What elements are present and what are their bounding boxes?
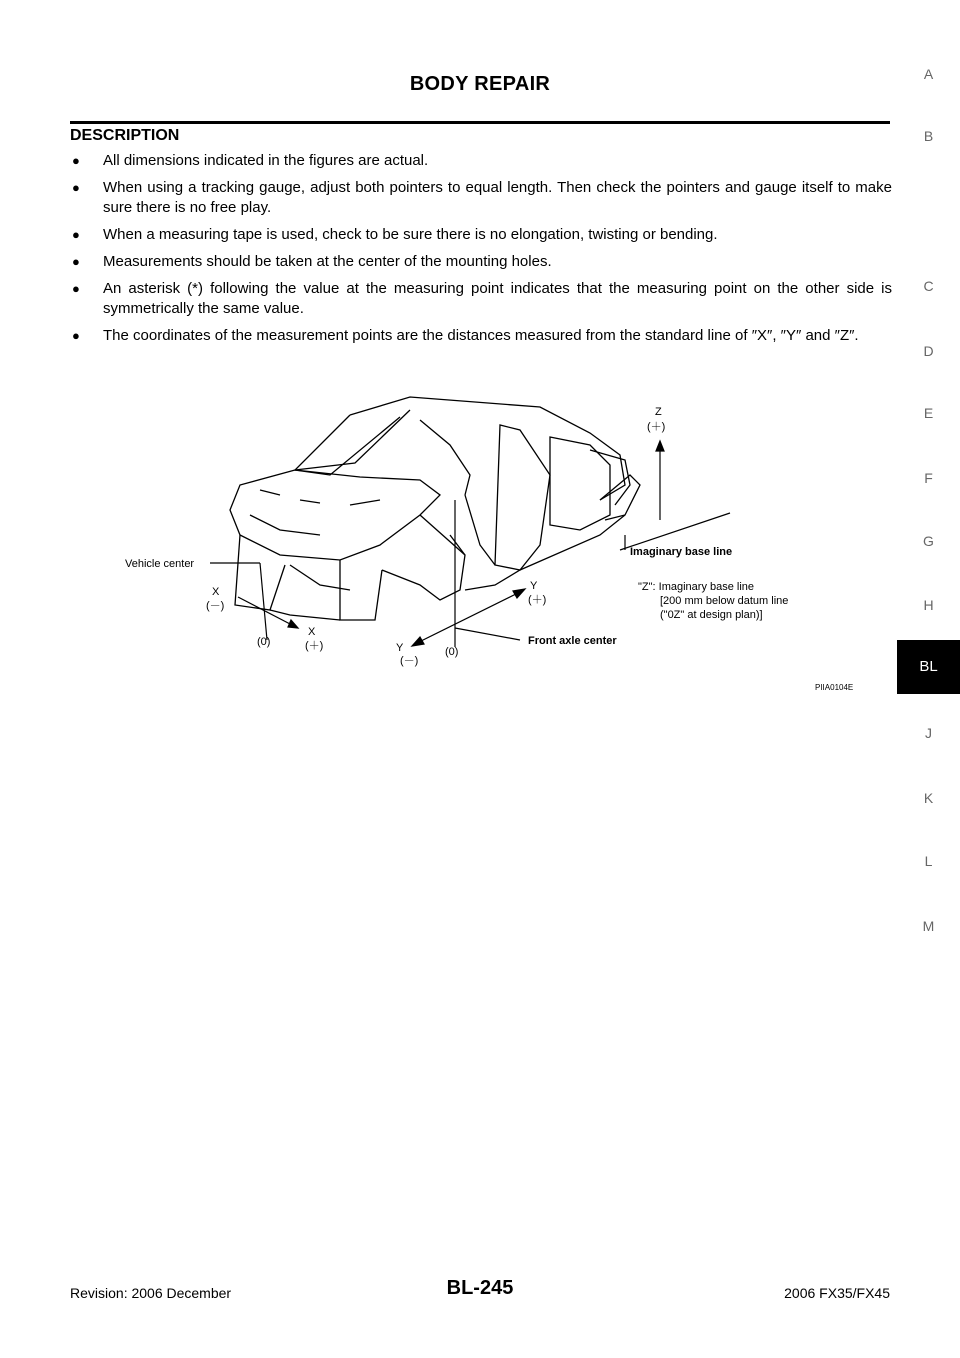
bullet-list bbox=[70, 151, 892, 353]
y-axis-minus-arrowhead bbox=[412, 637, 424, 646]
y-plus-label: (＋) bbox=[528, 594, 547, 606]
tab-m[interactable]: M bbox=[922, 918, 935, 934]
tab-d[interactable]: D bbox=[923, 343, 934, 359]
bullet-item: ● When a measuring tape is used, check to be sure there is no elongation, twisting or bending. bbox=[72, 226, 718, 243]
x-minus-axis-label: X bbox=[212, 586, 220, 598]
y-axis-line bbox=[417, 592, 520, 643]
bullet-icon: ● bbox=[72, 254, 80, 269]
model-text: 2006 FX35/FX45 bbox=[784, 1285, 890, 1301]
vehicle-body-drawing bbox=[230, 397, 640, 620]
bullet-icon: ● bbox=[72, 153, 80, 168]
bullet-item: ● Measurements should be taken at the center of the mounting holes. bbox=[72, 253, 552, 270]
x-minus-label: (－) bbox=[206, 600, 225, 612]
z-note-line-3: ("0Z" at design plan)] bbox=[660, 609, 763, 621]
tab-l[interactable]: L bbox=[924, 853, 933, 869]
bullet-item: ● The coordinates of the measurement points are the distances measured from the standard line of ″X″, ″Y″ and ″Z″. bbox=[72, 327, 859, 344]
tab-k[interactable]: K bbox=[923, 790, 934, 806]
imaginary-base-line bbox=[620, 513, 730, 550]
bullet-item: ● An asterisk (*) following the value at the measuring point indicates that the measuring point on the other side is symmetrically the same value. bbox=[72, 280, 892, 317]
z-plus-label: (＋) bbox=[647, 421, 666, 433]
bullet-icon: ● bbox=[72, 281, 80, 296]
tab-a[interactable]: A bbox=[923, 66, 934, 82]
vehicle-center-label: Vehicle center bbox=[125, 558, 195, 570]
front-axle-leader bbox=[455, 628, 520, 640]
page-title: BODY REPAIR bbox=[409, 73, 551, 95]
bullet-item: ● When using a tracking gauge, adjust both pointers to equal length. Then check the pointers and gauge itself to make sure there is no free play. bbox=[72, 179, 892, 216]
tab-g[interactable]: G bbox=[923, 533, 934, 549]
x-axis-arrowhead bbox=[288, 620, 298, 628]
header-rule bbox=[70, 121, 890, 124]
front-axle-center-label: Front axle center bbox=[528, 635, 617, 647]
imaginary-base-line-label: Imaginary base line bbox=[630, 546, 733, 558]
tab-e[interactable]: E bbox=[923, 405, 934, 421]
tab-bl-active[interactable]: BL bbox=[897, 640, 960, 694]
y-minus-axis-label: Y bbox=[396, 642, 404, 654]
z-note-line-2: [200 mm below datum line bbox=[660, 595, 789, 607]
revision-text: Revision: 2006 December bbox=[70, 1285, 232, 1301]
page-footer bbox=[70, 1277, 890, 1315]
tab-b[interactable]: B bbox=[923, 128, 934, 144]
x-plus-axis-label: X bbox=[308, 626, 316, 638]
bullet-icon: ● bbox=[72, 180, 80, 195]
y-axis-plus-arrowhead bbox=[513, 589, 525, 598]
section-heading: DESCRIPTION bbox=[70, 127, 180, 144]
x-zero-label: (0) bbox=[257, 636, 271, 648]
y-plus-axis-label: Y bbox=[530, 580, 538, 592]
tab-h[interactable]: H bbox=[923, 597, 934, 613]
vehicle-coordinate-figure bbox=[120, 385, 860, 695]
bullet-icon: ● bbox=[72, 328, 80, 343]
bullet-item: ● All dimensions indicated in the figures are actual. bbox=[72, 152, 429, 169]
y-minus-label: (－) bbox=[400, 655, 419, 667]
tab-c[interactable]: C bbox=[923, 278, 934, 294]
y-zero-label: (0) bbox=[445, 646, 459, 658]
z-axis-label: Z bbox=[655, 406, 662, 418]
z-axis-arrowhead bbox=[656, 441, 664, 451]
page-number: BL-245 bbox=[446, 1277, 514, 1299]
tab-f[interactable]: F bbox=[924, 470, 933, 486]
bullet-icon: ● bbox=[72, 227, 80, 242]
x-plus-label: (＋) bbox=[305, 640, 324, 652]
figure-id: PIIA0104E bbox=[815, 683, 854, 692]
vehicle-center-line bbox=[260, 563, 267, 640]
tab-j[interactable]: J bbox=[925, 725, 932, 741]
z-note-line-1: "Z": Imaginary base line bbox=[638, 581, 755, 593]
